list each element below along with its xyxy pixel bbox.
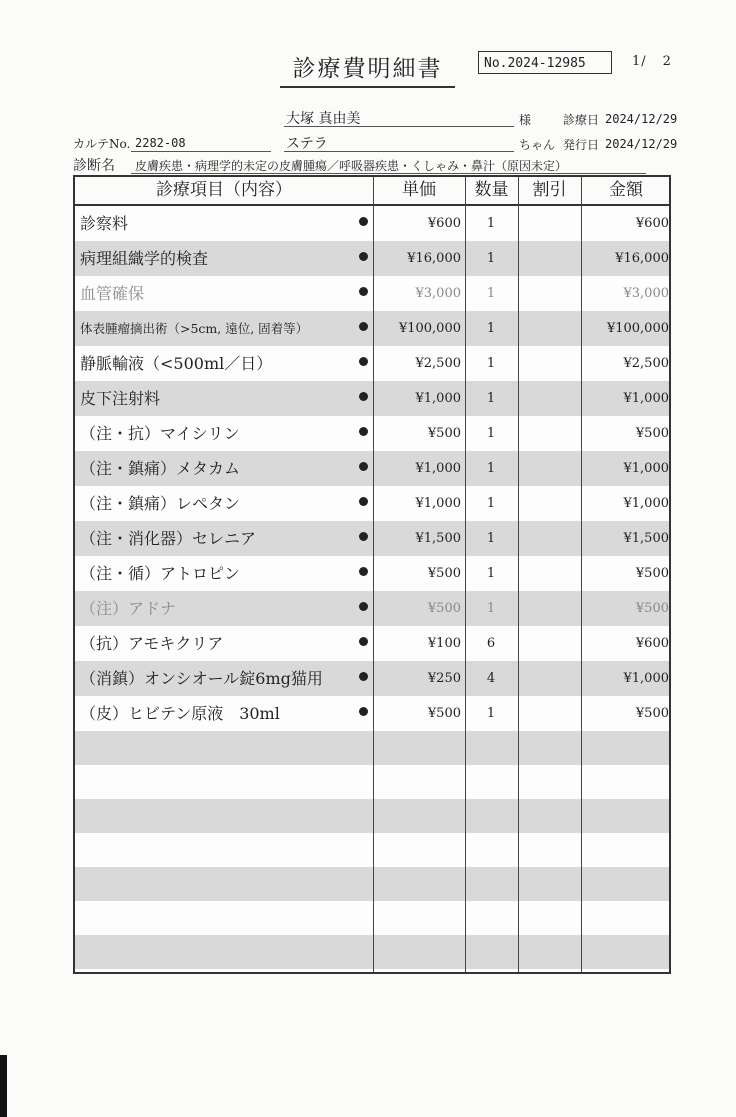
unit-price: ¥500 <box>427 601 461 616</box>
table-row <box>75 626 669 661</box>
amount: ¥500 <box>635 426 669 441</box>
issue-date: 2024/12/29 <box>605 137 678 151</box>
quantity: 1 <box>486 286 496 301</box>
amount: ¥1,000 <box>623 496 669 511</box>
punch-hole-dot <box>359 637 368 646</box>
item-name: （消鎮）オンシオール錠6mg猫用 <box>80 669 323 688</box>
owner-underline <box>284 126 514 127</box>
table-row <box>75 486 669 521</box>
page-current: 1/ <box>632 54 647 69</box>
chart-underline <box>131 151 271 152</box>
quantity: 6 <box>486 636 496 651</box>
amount: ¥2,500 <box>623 356 669 371</box>
unit-price: ¥500 <box>427 426 461 441</box>
item-name: 静脈輸液（<500ml／日） <box>80 354 273 373</box>
punch-hole-dot <box>359 287 368 296</box>
item-name: 病理組織学的検査 <box>80 249 209 268</box>
discount <box>520 661 580 696</box>
amount: ¥600 <box>635 216 669 231</box>
item-name: （抗）アモキクリア <box>80 634 224 653</box>
visit-date: 2024/12/29 <box>605 112 678 126</box>
pet-underline <box>284 151 514 152</box>
owner-honorific: 様 <box>519 113 532 127</box>
quantity: 1 <box>486 391 496 406</box>
table-row <box>75 276 669 311</box>
discount <box>520 206 580 241</box>
unit-price: ¥600 <box>427 216 461 231</box>
empty-row <box>75 765 669 799</box>
unit-price: ¥1,500 <box>415 531 461 546</box>
discount <box>520 696 580 731</box>
empty-row <box>75 935 669 969</box>
table-row <box>75 346 669 381</box>
table-row <box>75 381 669 416</box>
unit-price: ¥1,000 <box>415 461 461 476</box>
unit-price: ¥100,000 <box>398 321 461 336</box>
discount <box>520 626 580 661</box>
amount: ¥100,000 <box>606 321 669 336</box>
issue-date-label: 発行日 <box>563 138 600 152</box>
page-indicator <box>630 54 672 69</box>
table-row <box>75 591 669 626</box>
item-name: （注・鎮痛）メタカム <box>80 459 241 478</box>
empty-row <box>75 901 669 935</box>
quantity: 1 <box>486 496 496 511</box>
unit-price: ¥250 <box>427 671 461 686</box>
amount: ¥500 <box>635 601 669 616</box>
unit-price: ¥3,000 <box>415 286 461 301</box>
empty-row <box>75 799 669 833</box>
document-number: No.2024-12985 <box>478 51 612 74</box>
quantity: 1 <box>486 566 496 581</box>
table-header <box>75 177 669 206</box>
column-divider <box>581 177 582 972</box>
discount <box>520 451 580 486</box>
item-name: 皮下注射料 <box>80 389 161 408</box>
punch-hole-dot <box>359 532 368 541</box>
document-title: 診療費明細書 <box>280 50 455 88</box>
header-discount: 割引 <box>532 180 567 200</box>
unit-price: ¥1,000 <box>415 496 461 511</box>
amount: ¥1,000 <box>623 671 669 686</box>
header-item: 診療項目（内容） <box>156 180 292 200</box>
item-name: （注・循）アトロピン <box>80 564 241 583</box>
quantity: 1 <box>486 531 496 546</box>
discount <box>520 556 580 591</box>
amount: ¥1,500 <box>623 531 669 546</box>
item-name: （注・鎮痛）レペタン <box>80 494 241 513</box>
unit-price: ¥500 <box>427 706 461 721</box>
header-qty: 数量 <box>474 180 509 200</box>
quantity: 1 <box>486 461 496 476</box>
punch-hole-dot <box>359 462 368 471</box>
visit-date-label: 診療日 <box>563 113 600 127</box>
quantity: 1 <box>486 356 496 371</box>
empty-row <box>75 731 669 765</box>
punch-hole-dot <box>359 392 368 401</box>
header-price: 単価 <box>402 180 436 200</box>
amount: ¥500 <box>635 706 669 721</box>
table-row <box>75 521 669 556</box>
table-body <box>75 206 669 969</box>
billing-table <box>73 175 671 974</box>
pet-name: ステラ <box>286 136 328 152</box>
amount: ¥600 <box>635 636 669 651</box>
amount: ¥1,000 <box>623 461 669 476</box>
punch-hole-dot <box>359 707 368 716</box>
table-row <box>75 556 669 591</box>
punch-hole-dot <box>359 672 368 681</box>
discount <box>520 311 580 346</box>
punch-hole-dot <box>359 322 368 331</box>
table-row <box>75 451 669 486</box>
table-row <box>75 661 669 696</box>
quantity: 1 <box>486 251 496 266</box>
table-row <box>75 696 669 731</box>
item-name: （注・消化器）セレニア <box>80 529 257 548</box>
amount: ¥3,000 <box>623 286 669 301</box>
item-name: 診察料 <box>80 214 129 233</box>
unit-price: ¥1,000 <box>415 391 461 406</box>
punch-hole-dot <box>359 217 368 226</box>
punch-hole-dot <box>359 252 368 261</box>
discount <box>520 591 580 626</box>
diagnosis-label: 診断名 <box>73 158 115 174</box>
discount <box>520 521 580 556</box>
quantity: 1 <box>486 706 496 721</box>
chart-label: カルテNo. <box>73 137 131 151</box>
quantity: 1 <box>486 601 496 616</box>
table-row <box>75 206 669 241</box>
unit-price: ¥100 <box>427 636 461 651</box>
chart-number: 2282-08 <box>135 136 186 150</box>
unit-price: ¥500 <box>427 566 461 581</box>
table-row <box>75 416 669 451</box>
item-name: （皮）ヒビテン原液 30ml <box>80 704 280 723</box>
column-divider <box>465 177 466 972</box>
unit-price: ¥16,000 <box>407 251 461 266</box>
discount <box>520 416 580 451</box>
quantity: 1 <box>486 426 496 441</box>
owner-name: 大塚 真由美 <box>286 111 361 127</box>
page-total: 2 <box>662 54 672 69</box>
punch-hole-dot <box>359 497 368 506</box>
discount <box>520 276 580 311</box>
scan-edge-mark <box>0 1055 7 1117</box>
amount: ¥1,000 <box>623 391 669 406</box>
punch-hole-dot <box>359 427 368 436</box>
column-divider <box>373 177 374 972</box>
table-row <box>75 241 669 276</box>
quantity: 4 <box>486 671 496 686</box>
discount <box>520 241 580 276</box>
diagnosis-text: 皮膚疾患・病理学的未定の皮膚腫瘍／呼吸器疾患・くしゃみ・鼻汁（原因未定） <box>135 159 568 173</box>
punch-hole-dot <box>359 602 368 611</box>
item-name: 血管確保 <box>80 284 145 303</box>
quantity: 1 <box>486 321 496 336</box>
item-name: （注・抗）マイシリン <box>80 424 240 443</box>
item-name: 体表腫瘤摘出術（>5cm, 遠位, 固着等） <box>80 321 309 336</box>
pet-honorific: ちゃん <box>519 138 556 152</box>
quantity: 1 <box>486 216 496 231</box>
header-amount: 金額 <box>609 180 643 200</box>
punch-hole-dot <box>359 567 368 576</box>
diagnosis-underline <box>131 173 646 174</box>
empty-row <box>75 867 669 901</box>
unit-price: ¥2,500 <box>415 356 461 371</box>
amount: ¥16,000 <box>615 251 669 266</box>
discount <box>520 381 580 416</box>
column-divider <box>518 177 519 972</box>
empty-row <box>75 833 669 867</box>
amount: ¥500 <box>635 566 669 581</box>
discount <box>520 486 580 521</box>
discount <box>520 346 580 381</box>
item-name: （注）アドナ <box>80 599 177 618</box>
punch-hole-dot <box>359 357 368 366</box>
table-row <box>75 311 669 346</box>
